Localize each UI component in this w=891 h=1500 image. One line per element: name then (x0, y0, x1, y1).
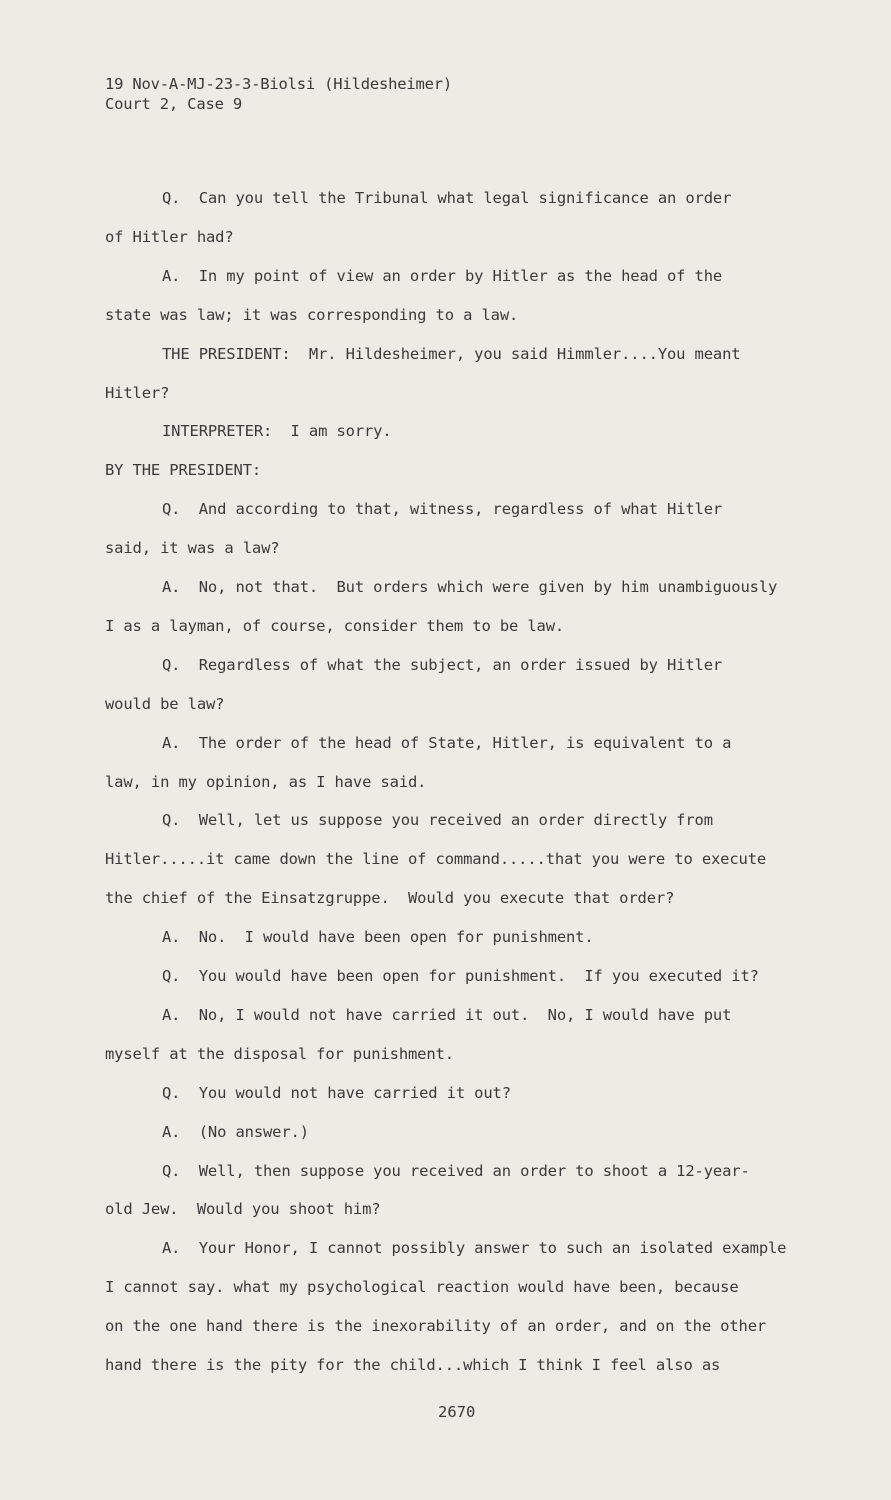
transcript-line: state was law; it was corresponding to a law. (105, 306, 519, 324)
transcript-line: Q. Well, let us suppose you received an order directly from (162, 811, 713, 829)
transcript-line: Q. You would have been open for punishment. If you executed it? (162, 967, 759, 985)
transcript-line: A. (No answer.) (162, 1123, 309, 1141)
transcript-line: Hitler.....it came down the line of command.....that you were to execute (105, 850, 767, 868)
transcript-line: A. No, I would not have carried it out. No, I would have put (162, 1006, 732, 1024)
transcript-line: said, it was a law? (105, 539, 280, 557)
transcript-line: hand there is the pity for the child...which I think I feel also as (105, 1356, 721, 1374)
header-reference: 19 Nov-A-MJ-23-3-Biolsi (Hildesheimer) (105, 75, 453, 93)
transcript-line: old Jew. Would you shoot him? (105, 1200, 381, 1218)
transcript-line: on the one hand there is the inexorability of an order, and on the other (105, 1317, 767, 1335)
header-court-case: Court 2, Case 9 (105, 95, 242, 113)
transcript-line: BY THE PRESIDENT: (105, 461, 262, 479)
transcript-line: A. In my point of view an order by Hitler as the head of the (162, 267, 723, 285)
transcript-line: Q. Regardless of what the subject, an order issued by Hitler (162, 656, 723, 674)
transcript-line: of Hitler had? (105, 228, 234, 246)
transcript-line: A. The order of the head of State, Hitler, is equivalent to a (162, 734, 732, 752)
transcript-line: A. No, not that. But orders which were given by him unambiguously (162, 578, 778, 596)
transcript-line: I cannot say. what my psychological reaction would have been, because (105, 1278, 739, 1296)
transcript-line: myself at the disposal for punishment. (105, 1045, 454, 1063)
transcript-line: Q. Can you tell the Tribunal what legal significance an order (162, 189, 732, 207)
transcript-line: A. Your Honor, I cannot possibly answer to such an isolated example (162, 1239, 787, 1257)
transcript-line: Q. And according to that, witness, regardless of what Hitler (162, 500, 723, 518)
transcript-line: law, in my opinion, as I have said. (105, 773, 427, 791)
transcript-line: Hitler? (105, 384, 170, 402)
transcript-line: Q. Well, then suppose you received an order to shoot a 12-year- (162, 1162, 750, 1180)
document-header (105, 74, 452, 114)
transcript-line: INTERPRETER: I am sorry. (162, 422, 392, 440)
transcript-line: the chief of the Einsatzgruppe. Would you execute that order? (105, 889, 675, 907)
transcript-line: would be law? (105, 695, 225, 713)
transcript-line: I as a layman, of course, consider them to be law. (105, 617, 565, 635)
transcript-line: Q. You would not have carried it out? (162, 1084, 511, 1102)
page-number: 2670 (438, 1403, 476, 1421)
transcript-line: THE PRESIDENT: Mr. Hildesheimer, you said Himmler....You meant (162, 345, 741, 363)
transcript-line: A. No. I would have been open for punishment. (162, 928, 594, 946)
